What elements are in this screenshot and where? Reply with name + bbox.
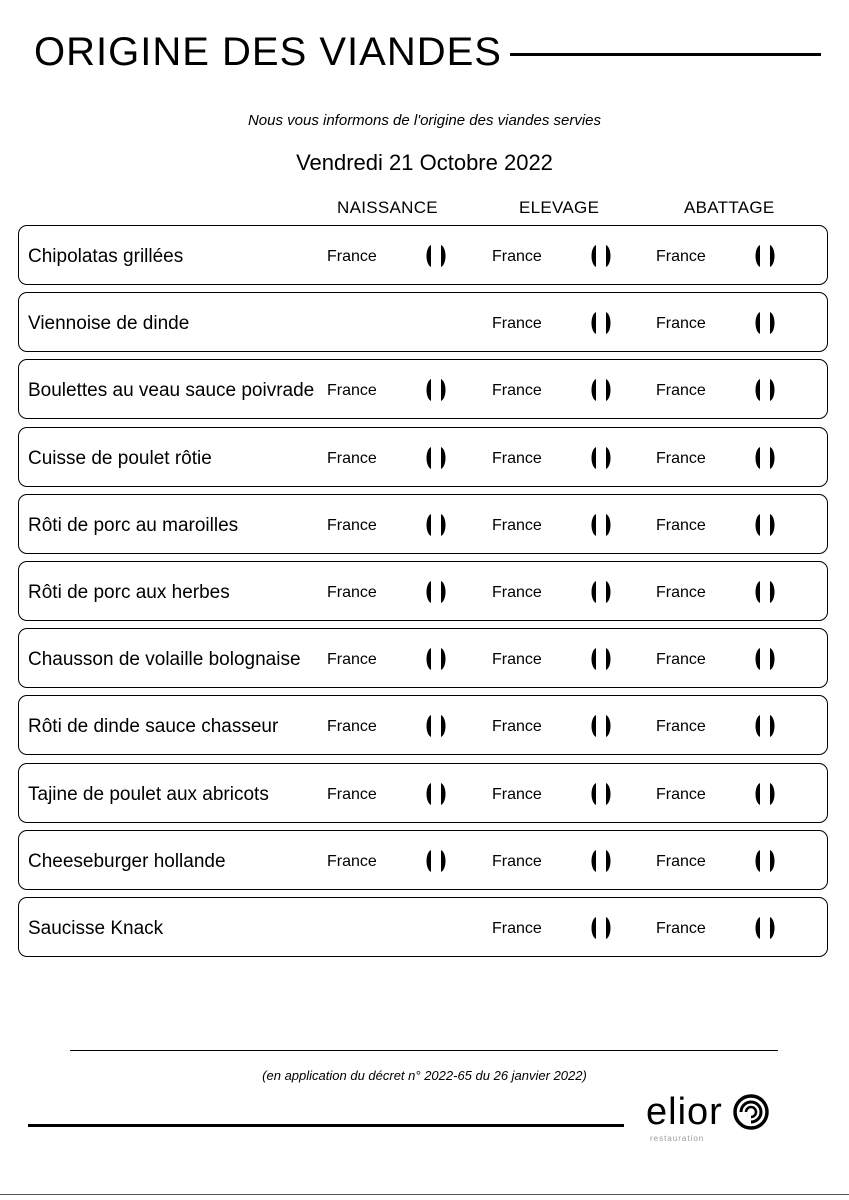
origin-naissance: France	[327, 449, 377, 467]
table-row	[18, 830, 828, 890]
french-flag-icon	[751, 916, 779, 940]
origin-elevage: France	[492, 920, 542, 937]
french-flag-icon	[587, 849, 615, 873]
footer-rule	[70, 1050, 778, 1051]
origin-abattage: France	[656, 718, 706, 736]
table-row	[18, 292, 828, 352]
french-flag-icon	[422, 244, 450, 268]
french-flag-icon	[587, 782, 615, 806]
french-flag-icon	[422, 580, 450, 604]
french-flag-icon	[422, 782, 450, 806]
origin-naissance: France	[327, 718, 377, 736]
table-row	[18, 427, 828, 487]
origin-elevage: France	[492, 584, 542, 601]
origin-abattage: France	[656, 248, 706, 265]
decree-note: (en application du décret n° 2022-65 du 26 janvier 2022)	[262, 1068, 587, 1083]
table-row	[18, 561, 828, 621]
french-flag-icon	[751, 647, 779, 671]
french-flag-icon	[751, 244, 779, 268]
french-flag-icon	[422, 378, 450, 402]
french-flag-icon	[422, 446, 450, 470]
french-flag-icon	[587, 513, 615, 537]
french-flag-icon	[751, 446, 779, 470]
origin-elevage: France	[492, 651, 542, 669]
dish-name: Rôti de porc aux herbes	[28, 582, 230, 603]
origin-elevage: France	[492, 718, 542, 736]
french-flag-icon	[751, 378, 779, 402]
origin-naissance: France	[327, 651, 377, 669]
french-flag-icon	[422, 849, 450, 873]
dish-name: Chausson de volaille bolognaise	[28, 649, 301, 671]
table-row	[18, 763, 828, 823]
origin-naissance: France	[327, 584, 377, 601]
table-row	[18, 225, 828, 285]
menu-date: Vendredi 21 Octobre 2022	[296, 150, 553, 175]
french-flag-icon	[751, 714, 779, 738]
table-row	[18, 359, 828, 419]
origin-naissance: France	[327, 785, 377, 803]
dish-name: Viennoise de dinde	[28, 313, 190, 335]
dish-name: Cuisse de poulet rôtie	[28, 447, 212, 469]
origin-elevage: France	[492, 315, 542, 333]
french-flag-icon	[587, 311, 615, 335]
dish-name: Rôti de dinde sauce chasseur	[28, 716, 279, 738]
page-header	[34, 24, 821, 80]
french-flag-icon	[587, 244, 615, 268]
title-underline	[510, 53, 821, 56]
logo-text: elior	[646, 1091, 723, 1133]
elior-logo	[646, 1092, 773, 1132]
french-flag-icon	[587, 714, 615, 738]
origin-naissance: France	[327, 248, 377, 265]
origin-elevage: France	[492, 852, 542, 870]
logo-subtitle: restauration	[650, 1134, 705, 1143]
page-subtitle: Nous vous informons de l'origine des viandes servies	[247, 112, 602, 129]
french-flag-icon	[587, 446, 615, 470]
origin-elevage: France	[492, 382, 542, 400]
bottom-rule	[28, 1124, 624, 1127]
origin-abattage: France	[656, 920, 706, 937]
french-flag-icon	[587, 378, 615, 402]
origin-abattage: France	[656, 584, 706, 601]
origin-elevage: France	[492, 248, 542, 265]
column-header-abattage: ABATTAGE	[684, 198, 775, 217]
origin-naissance: France	[327, 382, 377, 400]
origin-naissance: France	[327, 852, 377, 870]
origin-abattage: France	[656, 785, 706, 803]
french-flag-icon	[422, 714, 450, 738]
french-flag-icon	[751, 311, 779, 335]
origin-elevage: France	[492, 516, 542, 534]
dish-name: Boulettes au veau sauce poivrade	[28, 380, 315, 402]
french-flag-icon	[587, 580, 615, 604]
origin-abattage: France	[656, 852, 706, 870]
origin-abattage: France	[656, 449, 706, 467]
french-flag-icon	[422, 647, 450, 671]
dish-name: Rôti de porc au maroilles	[28, 514, 239, 536]
origin-elevage: France	[492, 785, 542, 803]
dish-name: Saucisse Knack	[28, 918, 164, 939]
table-row	[18, 628, 828, 688]
table-row	[18, 494, 828, 554]
french-flag-icon	[751, 580, 779, 604]
origin-abattage: France	[656, 382, 706, 400]
french-flag-icon	[422, 513, 450, 537]
origin-abattage: France	[656, 651, 706, 669]
french-flag-icon	[751, 849, 779, 873]
french-flag-icon	[587, 647, 615, 671]
french-flag-icon	[751, 513, 779, 537]
french-flag-icon	[751, 782, 779, 806]
table-row	[18, 695, 828, 755]
origin-abattage: France	[656, 516, 706, 534]
dish-name: Tajine de poulet aux abricots	[28, 783, 269, 805]
dish-name: Chipolatas grillées	[28, 246, 184, 267]
french-flag-icon	[587, 916, 615, 940]
column-header-naissance: NAISSANCE	[337, 198, 438, 217]
column-header-elevage: ELEVAGE	[519, 198, 600, 217]
logo-swirl-icon	[729, 1092, 773, 1132]
origin-elevage: France	[492, 449, 542, 467]
dish-name: Cheeseburger hollande	[28, 850, 226, 872]
origin-naissance: France	[327, 516, 377, 534]
origin-abattage: France	[656, 315, 706, 333]
table-row	[18, 897, 828, 957]
page-title: ORIGINE DES VIANDES	[34, 30, 502, 74]
page-edge	[0, 1194, 849, 1195]
